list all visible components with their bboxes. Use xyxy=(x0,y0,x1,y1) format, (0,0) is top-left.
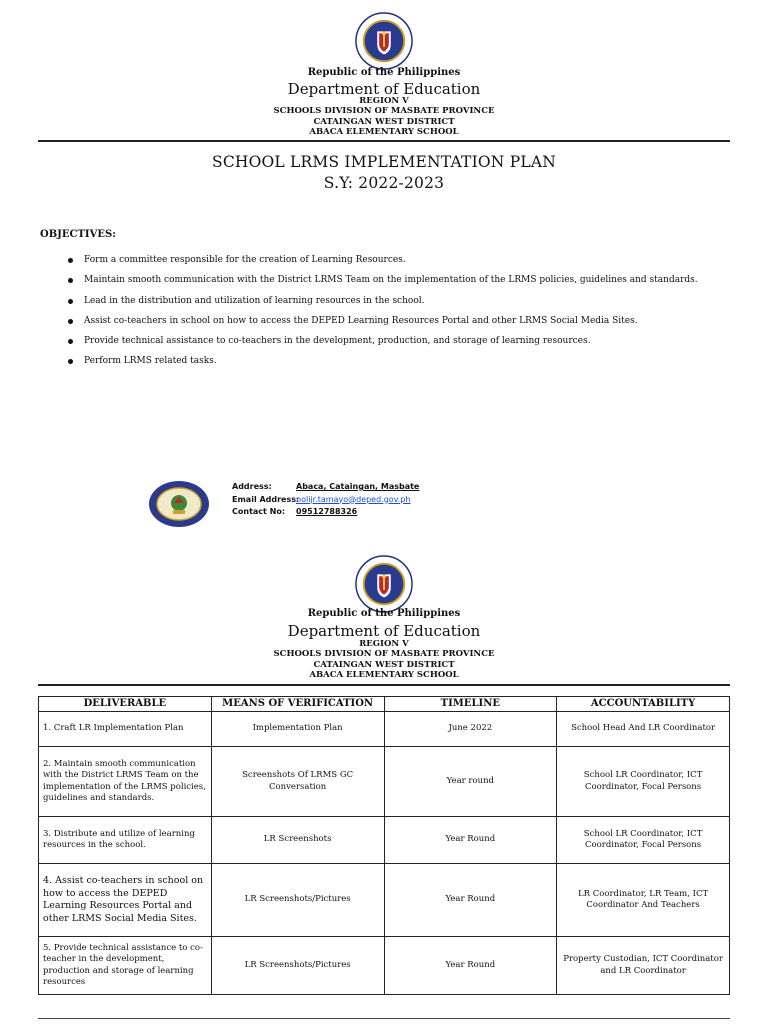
school-label: ABACA ELEMENTARY SCHOOL xyxy=(309,127,459,137)
timeline-cell: June 2022 xyxy=(384,712,557,747)
objective-item: Provide technical assistance to co-teachers in the development, production, and storage of learning resources. xyxy=(68,335,698,355)
timeline-cell: Year Round xyxy=(384,817,557,864)
email-label: Email Address: xyxy=(232,494,300,504)
means-cell: Implementation Plan xyxy=(211,712,384,747)
bullet-icon xyxy=(68,319,73,324)
deped-seal-logo xyxy=(355,555,413,613)
col-header-timeline: TIMELINE xyxy=(384,697,557,712)
accountability-cell: School LR Coordinator, ICT Coordinator, Focal Persons xyxy=(557,747,730,817)
bullet-icon xyxy=(68,339,73,344)
means-cell: LR Screenshots xyxy=(211,817,384,864)
objective-item: Lead in the distribution and utilization of learning resources in the school. xyxy=(68,295,698,315)
table-row xyxy=(39,747,730,817)
objective-item: Form a committee responsible for the creation of Learning Resources. xyxy=(68,254,698,274)
division-label: SCHOOLS DIVISION OF MASBATE PROVINCE xyxy=(273,106,495,116)
school-label: ABACA ELEMENTARY SCHOOL xyxy=(309,670,459,680)
school-year: S.Y: 2022-2023 xyxy=(323,174,445,192)
header-divider xyxy=(38,684,730,686)
republic-label: Republic of the Philippines xyxy=(307,608,461,619)
implementation-plan-table xyxy=(38,696,730,995)
address-value: Abaca, Cataingan, Masbate xyxy=(296,482,420,491)
objective-item: Assist co-teachers in school on how to access the DEPED Learning Resources Portal and other LRMS Social Media Sites. xyxy=(68,315,698,335)
bullet-icon xyxy=(68,359,73,364)
accountability-cell: School LR Coordinator, ICT Coordinator, Focal Persons xyxy=(557,817,730,864)
region-label: REGION V xyxy=(359,639,409,649)
timeline-cell: Year Round xyxy=(384,864,557,937)
contact-block xyxy=(232,481,419,519)
bullet-icon xyxy=(68,278,73,283)
table-row xyxy=(39,864,730,937)
deliverable-cell: 1. Craft LR Implementation Plan xyxy=(39,712,212,747)
objective-item: Maintain smooth communication with the District LRMS Team on the implementation of the LRMS policies, guidelines and standards. xyxy=(68,274,698,294)
division-label: SCHOOLS DIVISION OF MASBATE PROVINCE xyxy=(273,649,495,659)
phone-value: 09512788326 xyxy=(296,507,358,516)
header-divider xyxy=(38,140,730,142)
region-label: REGION V xyxy=(359,96,409,106)
district-label: CATAINGAN WEST DISTRICT xyxy=(313,660,455,670)
means-cell: LR Screenshots/Pictures xyxy=(211,937,384,995)
address-label: Address: xyxy=(232,482,272,491)
means-cell: Screenshots Of LRMS GC Conversation xyxy=(211,747,384,817)
timeline-cell: Year round xyxy=(384,747,557,817)
table-row xyxy=(39,817,730,864)
deliverable-cell: 5. Provide technical assistance to co-teacher in the development, production and storage of learning resources xyxy=(39,937,212,995)
objectives-heading: OBJECTIVES: xyxy=(40,229,116,240)
table-row xyxy=(39,937,730,995)
deped-seal-logo xyxy=(355,12,413,70)
footer-divider xyxy=(38,1018,730,1019)
accountability-cell: Property Custodian, ICT Coordinator and LR Coordinator xyxy=(557,937,730,995)
objective-item: Perform LRMS related tasks. xyxy=(68,355,698,375)
school-seal-logo xyxy=(147,479,211,529)
email-link[interactable]: nolijr.tamayo@deped.gov.ph xyxy=(296,494,411,504)
accountability-cell: School Head And LR Coordinator xyxy=(557,712,730,747)
department-title: Department of Education xyxy=(287,80,481,98)
deliverable-cell: 3. Distribute and utilize of learning resources in the school. xyxy=(39,817,212,864)
bullet-icon xyxy=(68,258,73,263)
col-header-means: MEANS OF VERIFICATION xyxy=(211,697,384,712)
table-header-row xyxy=(39,697,730,712)
col-header-deliverable: DELIVERABLE xyxy=(39,697,212,712)
table-row xyxy=(39,712,730,747)
republic-label: Republic of the Philippines xyxy=(307,67,461,78)
deliverable-cell: 4. Assist co-teachers in school on how to access the DEPED Learning Resources Portal and other LRMS Social Media Sites. xyxy=(39,864,212,937)
objectives-list xyxy=(68,254,698,376)
deliverable-cell: 2. Maintain smooth communication with the District LRMS Team on the implementation of the LRMS policies, guidelines and standards. xyxy=(39,747,212,817)
bullet-icon xyxy=(68,299,73,304)
means-cell: LR Screenshots/Pictures xyxy=(211,864,384,937)
timeline-cell: Year Round xyxy=(384,937,557,995)
department-title: Department of Education xyxy=(287,622,481,640)
district-label: CATAINGAN WEST DISTRICT xyxy=(313,117,455,127)
accountability-cell: LR Coordinator, LR Team, ICT Coordinator And Teachers xyxy=(557,864,730,937)
plan-title: SCHOOL LRMS IMPLEMENTATION PLAN xyxy=(212,153,556,171)
phone-label: Contact No: xyxy=(232,507,286,516)
col-header-accountability: ACCOUNTABILITY xyxy=(557,697,730,712)
